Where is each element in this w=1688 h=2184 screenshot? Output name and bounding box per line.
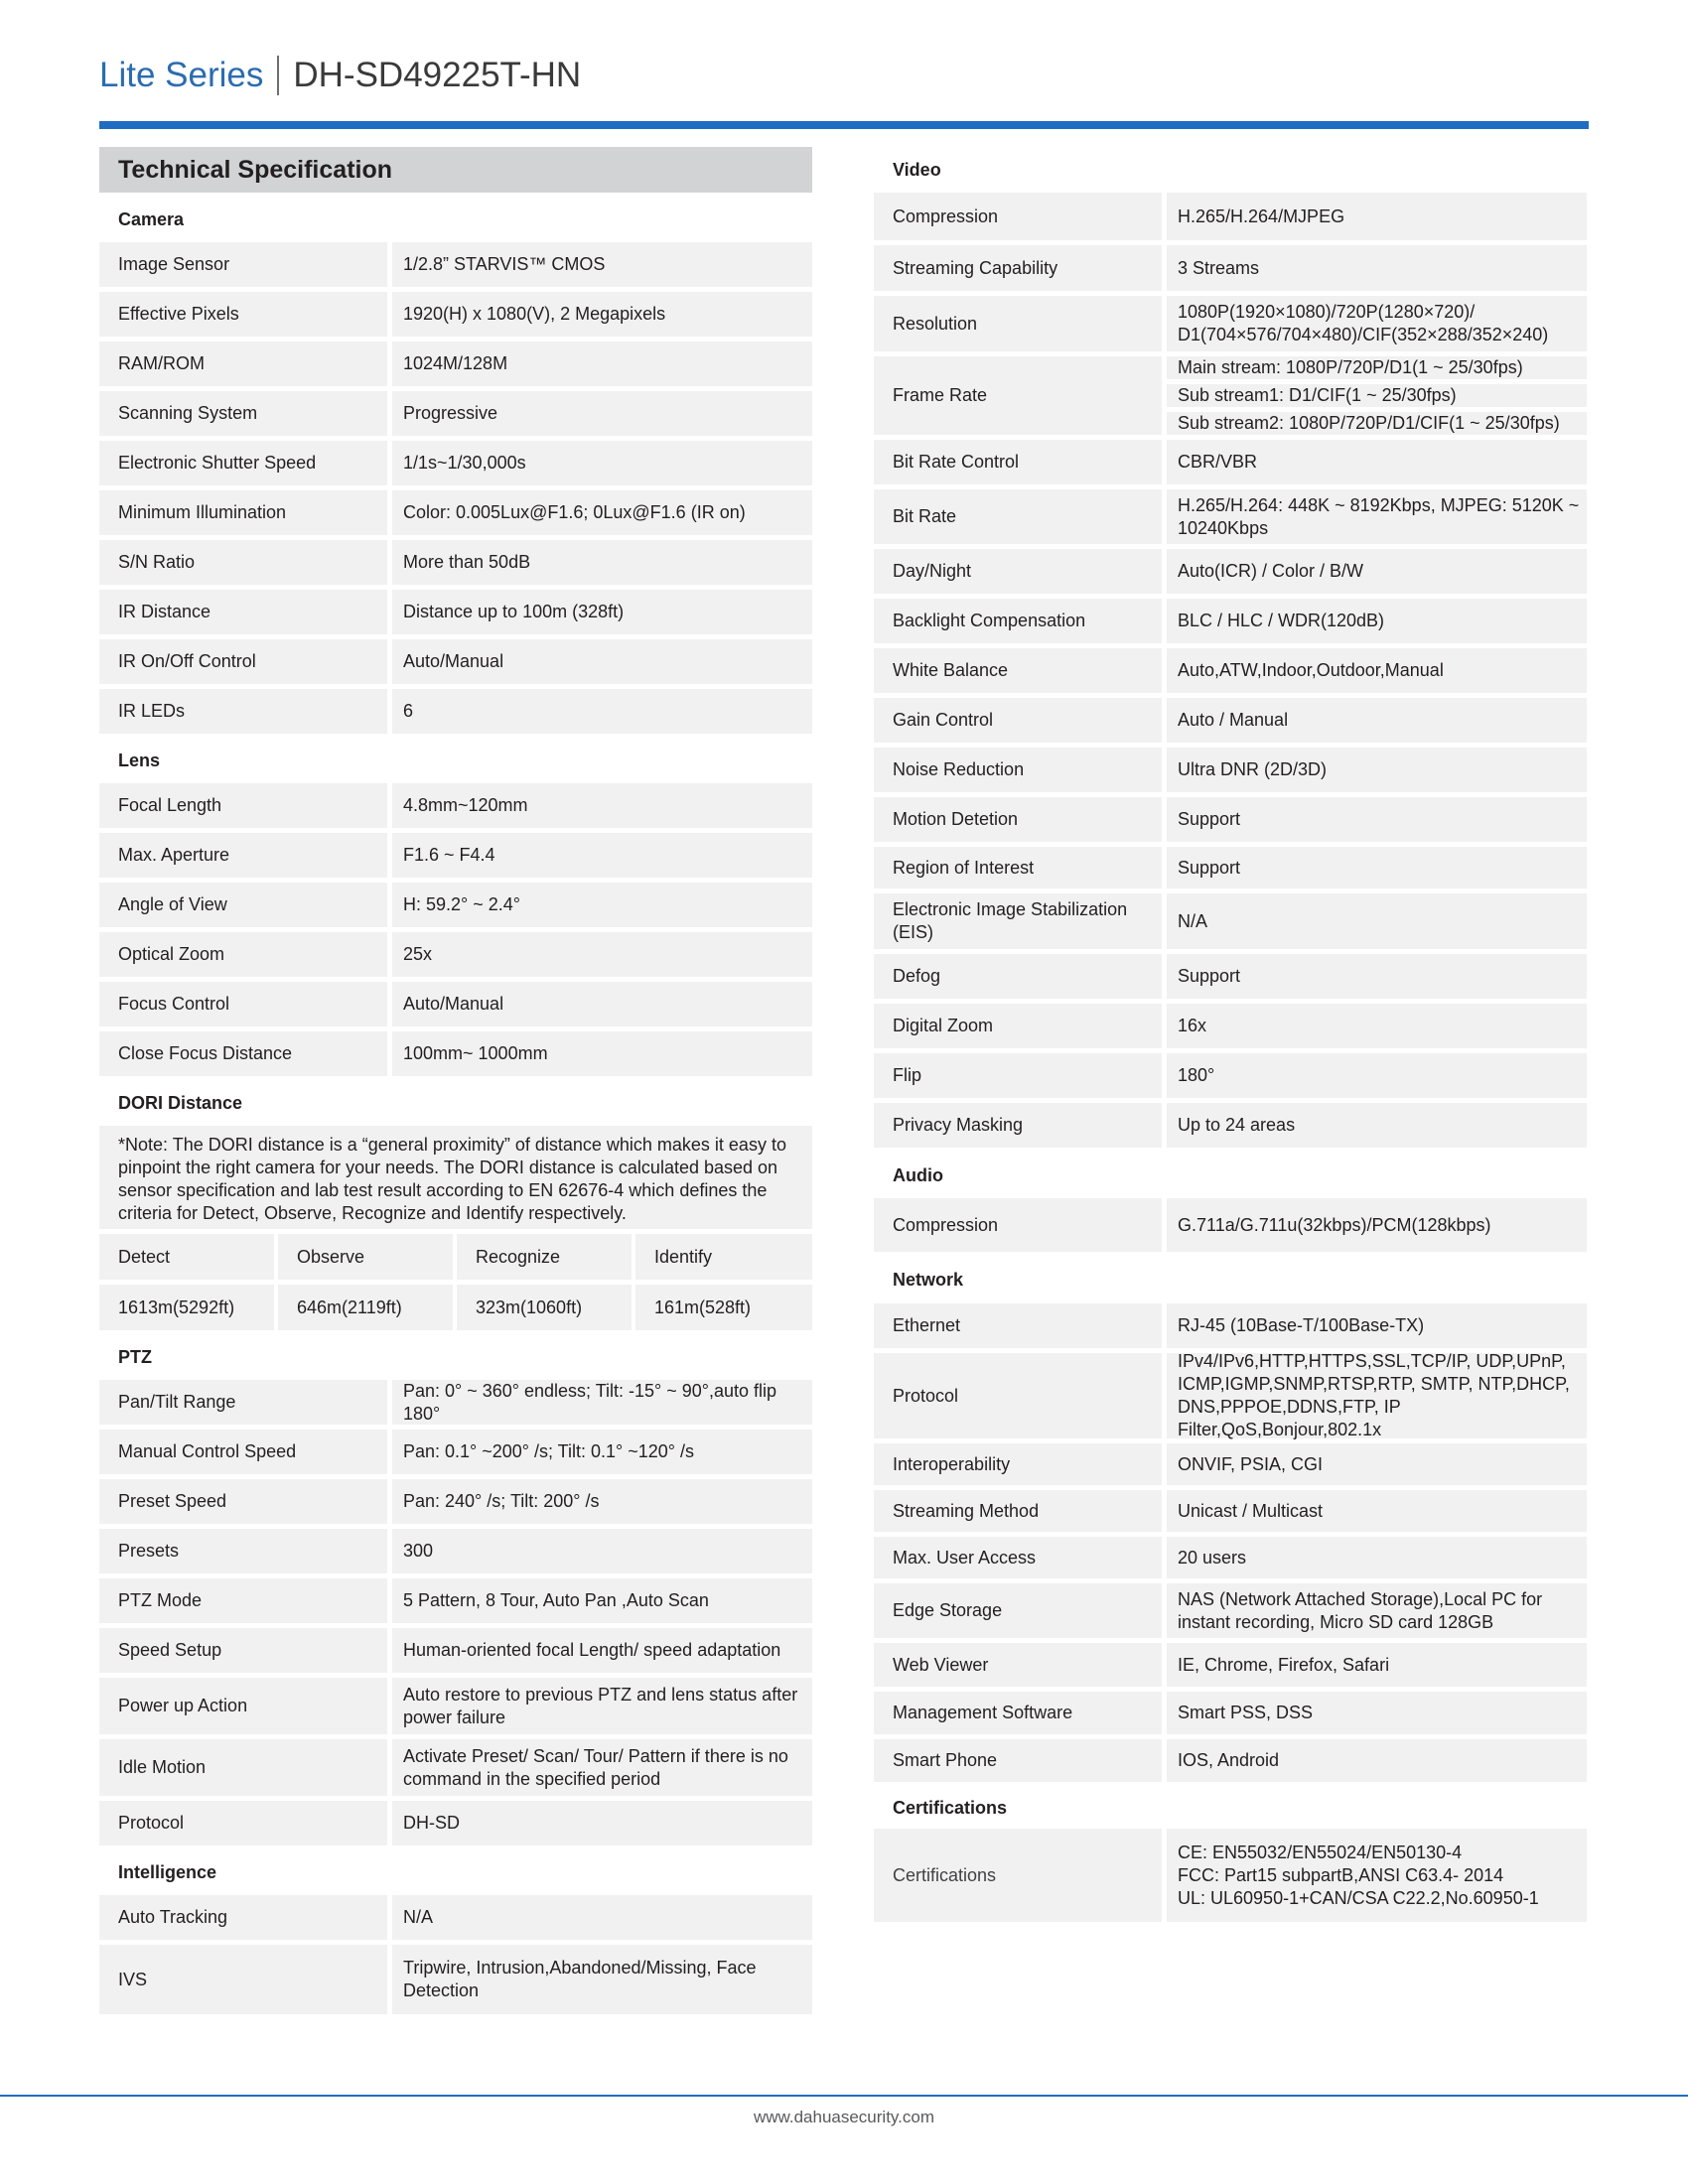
spec-label: Protocol bbox=[874, 1353, 1162, 1438]
spec-value: 1024M/128M bbox=[392, 341, 812, 386]
spec-row bbox=[99, 540, 812, 585]
intelligence-table bbox=[99, 1895, 812, 2014]
ptz-table bbox=[99, 1380, 812, 1845]
spec-row bbox=[99, 1895, 812, 1940]
spec-label: Streaming Capability bbox=[874, 245, 1162, 291]
dori-value-detect: 1613m(5292ft) bbox=[99, 1285, 274, 1330]
spec-row bbox=[874, 1643, 1587, 1687]
network-table bbox=[874, 1303, 1587, 1782]
spec-value: Unicast / Multicast bbox=[1167, 1490, 1587, 1532]
spec-row bbox=[99, 441, 812, 485]
spec-value: 1/2.8” STARVIS™ CMOS bbox=[392, 242, 812, 287]
spec-row bbox=[99, 1945, 812, 2014]
spec-row bbox=[874, 797, 1587, 842]
header-rule bbox=[99, 121, 1589, 129]
spec-label: IR Distance bbox=[99, 590, 387, 634]
spec-value: H: 59.2° ~ 2.4° bbox=[392, 883, 812, 927]
section-audio: Audio bbox=[893, 1164, 943, 1185]
spec-label: Flip bbox=[874, 1053, 1162, 1098]
spec-value: N/A bbox=[392, 1895, 812, 1940]
spec-label: Optical Zoom bbox=[99, 932, 387, 977]
spec-value: Support bbox=[1167, 797, 1587, 842]
spec-value: Support bbox=[1167, 954, 1587, 999]
spec-value: Color: 0.005Lux@F1.6; 0Lux@F1.6 (IR on) bbox=[392, 490, 812, 535]
spec-row bbox=[99, 1578, 812, 1623]
spec-value: Progressive bbox=[392, 391, 812, 436]
dori-header-detect: Detect bbox=[99, 1234, 274, 1280]
spec-label: Defog bbox=[874, 954, 1162, 999]
spec-value: Auto,ATW,Indoor,Outdoor,Manual bbox=[1167, 648, 1587, 693]
series-name: Lite Series bbox=[99, 56, 264, 94]
spec-value: NAS (Network Attached Storage),Local PC for instant recording, Micro SD card 128GB bbox=[1167, 1583, 1587, 1638]
spec-value: 300 bbox=[392, 1529, 812, 1573]
spec-value: 1/1s~1/30,000s bbox=[392, 441, 812, 485]
page-header bbox=[99, 50, 581, 101]
spec-label: S/N Ratio bbox=[99, 540, 387, 585]
lens-table bbox=[99, 783, 812, 1076]
dori-header-row bbox=[99, 1234, 812, 1280]
section-intelligence: Intelligence bbox=[118, 1862, 217, 1882]
spec-row bbox=[874, 193, 1587, 240]
spec-label: Ethernet bbox=[874, 1303, 1162, 1348]
spec-value: H.265/H.264: 448K ~ 8192Kbps, MJPEG: 5120K ~ 10240Kbps bbox=[1167, 489, 1587, 544]
spec-row bbox=[874, 847, 1587, 888]
spec-row bbox=[874, 489, 1587, 544]
spec-label: Angle of View bbox=[99, 883, 387, 927]
spec-label: Electronic Shutter Speed bbox=[99, 441, 387, 485]
spec-label: Bit Rate bbox=[874, 489, 1162, 544]
left-column bbox=[99, 147, 812, 2019]
section-certifications: Certifications bbox=[893, 1797, 1008, 1818]
spec-value: Support bbox=[1167, 847, 1587, 888]
spec-row bbox=[874, 1004, 1587, 1048]
spec-label: Protocol bbox=[99, 1801, 387, 1845]
section-camera: Camera bbox=[118, 209, 185, 229]
spec-row bbox=[874, 748, 1587, 792]
spec-row bbox=[874, 1739, 1587, 1782]
spec-label: Speed Setup bbox=[99, 1628, 387, 1673]
spec-label: Smart Phone bbox=[874, 1739, 1162, 1782]
footer-rule bbox=[0, 2095, 1688, 2097]
spec-label: Auto Tracking bbox=[99, 1895, 387, 1940]
spec-value: IE, Chrome, Firefox, Safari bbox=[1167, 1643, 1587, 1687]
spec-value: 1920(H) x 1080(V), 2 Megapixels bbox=[392, 292, 812, 337]
spec-row bbox=[99, 1739, 812, 1796]
section-dori: DORI Distance bbox=[118, 1093, 243, 1113]
spec-label: Resolution bbox=[874, 296, 1162, 351]
spec-value: DH-SD bbox=[392, 1801, 812, 1845]
dori-header-recognize: Recognize bbox=[457, 1234, 632, 1280]
dori-header-observe: Observe bbox=[278, 1234, 453, 1280]
spec-row bbox=[99, 689, 812, 734]
footer-url: www.dahuasecurity.com bbox=[753, 2108, 935, 2126]
dori-value-row bbox=[99, 1285, 812, 1330]
spec-value: 25x bbox=[392, 932, 812, 977]
spec-value: 100mm~ 1000mm bbox=[392, 1031, 812, 1076]
spec-row bbox=[874, 1353, 1587, 1438]
spec-label: Power up Action bbox=[99, 1678, 387, 1734]
spec-value: Activate Preset/ Scan/ Tour/ Pattern if there is no command in the specified period bbox=[392, 1739, 812, 1796]
spec-row bbox=[874, 1303, 1587, 1348]
spec-value: BLC / HLC / WDR(120dB) bbox=[1167, 599, 1587, 643]
spec-row bbox=[874, 1583, 1587, 1638]
spec-row bbox=[99, 242, 812, 287]
spec-value: More than 50dB bbox=[392, 540, 812, 585]
spec-value: Auto/Manual bbox=[392, 982, 812, 1026]
spec-row bbox=[99, 1031, 812, 1076]
spec-value: Pan: 0° ~ 360° endless; Tilt: -15° ~ 90°,auto flip 180° bbox=[392, 1380, 812, 1425]
spec-value: N/A bbox=[1167, 893, 1587, 949]
spec-row bbox=[874, 1053, 1587, 1098]
spec-value: 4.8mm~120mm bbox=[392, 783, 812, 828]
spec-row bbox=[874, 1443, 1587, 1485]
spec-label: Image Sensor bbox=[99, 242, 387, 287]
spec-label: Privacy Masking bbox=[874, 1103, 1162, 1148]
spec-row bbox=[99, 292, 812, 337]
spec-label: Manual Control Speed bbox=[99, 1430, 387, 1474]
spec-label: Certifications bbox=[874, 1829, 1162, 1922]
spec-row bbox=[874, 893, 1587, 949]
right-column bbox=[874, 147, 1587, 1927]
spec-row bbox=[99, 982, 812, 1026]
section-video: Video bbox=[893, 159, 941, 180]
audio-table bbox=[874, 1198, 1587, 1252]
spec-value: Auto/Manual bbox=[392, 639, 812, 684]
spec-row bbox=[99, 1479, 812, 1524]
spec-label: Streaming Method bbox=[874, 1490, 1162, 1532]
spec-row bbox=[874, 549, 1587, 594]
spec-label: Compression bbox=[874, 1198, 1162, 1252]
spec-label: Compression bbox=[874, 193, 1162, 240]
spec-label: Focal Length bbox=[99, 783, 387, 828]
frame-rate-row bbox=[874, 356, 1587, 435]
spec-row bbox=[99, 391, 812, 436]
header-divider bbox=[277, 56, 279, 95]
cert-fcc: FCC: Part15 subpartB,ANSI C63.4- 2014 bbox=[1178, 1864, 1504, 1885]
frame-rate-sub1: Sub stream1: D1/CIF(1 ~ 25/30fps) bbox=[1167, 384, 1587, 407]
spec-value: Pan: 240° /s; Tilt: 200° /s bbox=[392, 1479, 812, 1524]
spec-value: CBR/VBR bbox=[1167, 440, 1587, 484]
spec-label: Gain Control bbox=[874, 698, 1162, 743]
spec-value: Auto(ICR) / Color / B/W bbox=[1167, 549, 1587, 594]
spec-row bbox=[99, 783, 812, 828]
spec-value: Human-oriented focal Length/ speed adaptation bbox=[392, 1628, 812, 1673]
cert-ul: UL: UL60950-1+CAN/CSA C22.2,No.60950-1 bbox=[1178, 1887, 1539, 1908]
spec-label: Bit Rate Control bbox=[874, 440, 1162, 484]
spec-label: Frame Rate bbox=[874, 356, 1162, 435]
spec-label: PTZ Mode bbox=[99, 1578, 387, 1623]
spec-row bbox=[99, 1801, 812, 1845]
frame-rate-values bbox=[1167, 356, 1587, 435]
frame-rate-sub2: Sub stream2: 1080P/720P/D1/CIF(1 ~ 25/30fps) bbox=[1167, 412, 1587, 435]
spec-row bbox=[99, 1678, 812, 1734]
spec-row bbox=[874, 698, 1587, 743]
spec-label: Focus Control bbox=[99, 982, 387, 1026]
spec-row bbox=[99, 1430, 812, 1474]
spec-label: Max. Aperture bbox=[99, 833, 387, 878]
spec-value: Up to 24 areas bbox=[1167, 1103, 1587, 1148]
spec-value: G.711a/G.711u(32kbps)/PCM(128kbps) bbox=[1167, 1198, 1587, 1252]
spec-label: IVS bbox=[99, 1945, 387, 2014]
spec-value: 180° bbox=[1167, 1053, 1587, 1098]
spec-row bbox=[874, 1490, 1587, 1532]
spec-value: Smart PSS, DSS bbox=[1167, 1692, 1587, 1734]
spec-row bbox=[874, 1692, 1587, 1734]
spec-row bbox=[99, 1380, 812, 1425]
spec-value: 16x bbox=[1167, 1004, 1587, 1048]
spec-value: 1080P(1920×1080)/720P(1280×720)/ D1(704×576/704×480)/CIF(352×288/352×240) bbox=[1167, 296, 1587, 351]
spec-row bbox=[99, 883, 812, 927]
spec-label: Motion Detetion bbox=[874, 797, 1162, 842]
spec-value: 3 Streams bbox=[1167, 245, 1587, 291]
spec-row bbox=[99, 932, 812, 977]
section-lens: Lens bbox=[118, 751, 161, 770]
section-ptz: PTZ bbox=[118, 1347, 152, 1367]
spec-label: Noise Reduction bbox=[874, 748, 1162, 792]
spec-row bbox=[874, 1198, 1587, 1252]
spec-label: RAM/ROM bbox=[99, 341, 387, 386]
spec-value: H.265/H.264/MJPEG bbox=[1167, 193, 1587, 240]
spec-row bbox=[874, 599, 1587, 643]
spec-label: Preset Speed bbox=[99, 1479, 387, 1524]
spec-row bbox=[874, 1103, 1587, 1148]
spec-row bbox=[874, 1537, 1587, 1578]
certifications-row bbox=[874, 1829, 1587, 1922]
spec-value: 20 users bbox=[1167, 1537, 1587, 1578]
spec-label: Effective Pixels bbox=[99, 292, 387, 337]
spec-row bbox=[99, 1628, 812, 1673]
spec-row bbox=[874, 954, 1587, 999]
spec-label: White Balance bbox=[874, 648, 1162, 693]
spec-label: Minimum Illumination bbox=[99, 490, 387, 535]
spec-value: Auto restore to previous PTZ and lens status after power failure bbox=[392, 1678, 812, 1734]
spec-value: F1.6 ~ F4.4 bbox=[392, 833, 812, 878]
section-network: Network bbox=[893, 1270, 964, 1290]
spec-row bbox=[874, 296, 1587, 351]
spec-row bbox=[99, 490, 812, 535]
spec-value: IOS, Android bbox=[1167, 1739, 1587, 1782]
spec-value: ONVIF, PSIA, CGI bbox=[1167, 1443, 1587, 1485]
spec-title: Technical Specification bbox=[99, 147, 812, 193]
spec-value: IPv4/IPv6,HTTP,HTTPS,SSL,TCP/IP, UDP,UPnP, ICMP,IGMP,SNMP,RTSP,RTP, SMTP, NTP,DHCP, DNS,PPPOE,DDNS,FTP, IP Filter,QoS,Bonjour,802.1x bbox=[1167, 1353, 1587, 1438]
spec-value: RJ-45 (10Base-T/100Base-TX) bbox=[1167, 1303, 1587, 1348]
spec-label: Electronic Image Stabilization (EIS) bbox=[874, 893, 1162, 949]
spec-label: Idle Motion bbox=[99, 1739, 387, 1796]
dori-value-observe: 646m(2119ft) bbox=[278, 1285, 453, 1330]
spec-label: Pan/Tilt Range bbox=[99, 1380, 387, 1425]
spec-row bbox=[99, 341, 812, 386]
spec-label: Scanning System bbox=[99, 391, 387, 436]
spec-row bbox=[874, 648, 1587, 693]
spec-row bbox=[874, 245, 1587, 291]
spec-row bbox=[99, 590, 812, 634]
dori-value-identify: 161m(528ft) bbox=[635, 1285, 812, 1330]
model-name: DH-SD49225T-HN bbox=[293, 56, 582, 94]
certifications-value bbox=[1167, 1829, 1587, 1922]
spec-value: Auto / Manual bbox=[1167, 698, 1587, 743]
spec-label: IR LEDs bbox=[99, 689, 387, 734]
spec-label: Max. User Access bbox=[874, 1537, 1162, 1578]
video-table-a bbox=[874, 193, 1587, 351]
dori-header-identify: Identify bbox=[635, 1234, 812, 1280]
spec-value: Ultra DNR (2D/3D) bbox=[1167, 748, 1587, 792]
spec-label: Day/Night bbox=[874, 549, 1162, 594]
spec-label: Backlight Compensation bbox=[874, 599, 1162, 643]
spec-label: Web Viewer bbox=[874, 1643, 1162, 1687]
spec-row bbox=[874, 440, 1587, 484]
spec-label: Close Focus Distance bbox=[99, 1031, 387, 1076]
spec-value: 6 bbox=[392, 689, 812, 734]
video-table-b bbox=[874, 440, 1587, 1148]
spec-label: Edge Storage bbox=[874, 1583, 1162, 1638]
cert-ce: CE: EN55032/EN55024/EN50130-4 bbox=[1178, 1842, 1463, 1862]
spec-label: Interoperability bbox=[874, 1443, 1162, 1485]
spec-label: IR On/Off Control bbox=[99, 639, 387, 684]
spec-label: Region of Interest bbox=[874, 847, 1162, 888]
spec-label: Digital Zoom bbox=[874, 1004, 1162, 1048]
spec-value: Distance up to 100m (328ft) bbox=[392, 590, 812, 634]
spec-value: Pan: 0.1° ~200° /s; Tilt: 0.1° ~120° /s bbox=[392, 1430, 812, 1474]
spec-label: Management Software bbox=[874, 1692, 1162, 1734]
spec-row bbox=[99, 1529, 812, 1573]
dori-value-recognize: 323m(1060ft) bbox=[457, 1285, 632, 1330]
spec-value: Tripwire, Intrusion,Abandoned/Missing, Face Detection bbox=[392, 1945, 812, 2014]
spec-row bbox=[99, 639, 812, 684]
dori-note: *Note: The DORI distance is a “general proximity” of distance which makes it easy to pinpoint the right camera for your needs. The DORI distance is calculated based on sensor specification and lab test result according to EN 62676-4 which defines the criteria for Detect, Observe, Recognize and Identify respectively. bbox=[99, 1126, 812, 1229]
spec-row bbox=[99, 833, 812, 878]
spec-value: 5 Pattern, 8 Tour, Auto Pan ,Auto Scan bbox=[392, 1578, 812, 1623]
camera-table bbox=[99, 242, 812, 734]
spec-label: Presets bbox=[99, 1529, 387, 1573]
frame-rate-main: Main stream: 1080P/720P/D1(1 ~ 25/30fps) bbox=[1167, 356, 1587, 379]
